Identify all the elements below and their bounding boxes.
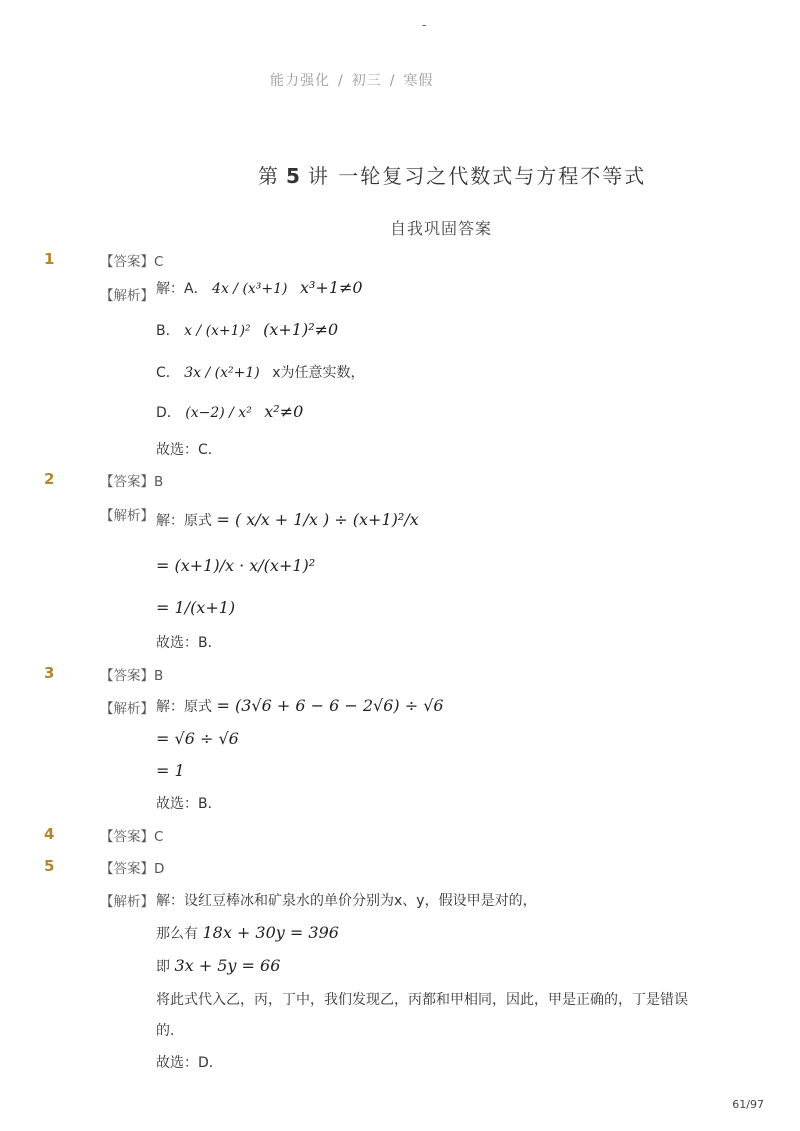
math-expression: = √6 ÷ √6 <box>156 729 239 748</box>
math-expression: 3x / (x²+1) <box>184 365 260 381</box>
answer-label: 【答案】 <box>100 861 154 877</box>
solution-line <box>156 362 364 382</box>
solution-line: 将此式代入乙，丙，丁中，我们发现乙，丙都和甲相同，因此，甲是正确的，丁是错误 <box>156 992 688 1008</box>
line-prefix: 解：原式 <box>156 699 212 715</box>
line-prefix: D． <box>156 405 181 421</box>
math-condition: x²≠0 <box>264 402 304 421</box>
line-prefix: 解：原式 <box>156 513 212 529</box>
solution-line <box>156 402 303 422</box>
answer-row <box>100 825 163 845</box>
question-number: 3 <box>44 664 55 682</box>
analysis-label: 【解析】 <box>100 894 154 910</box>
answer-value: B <box>154 474 164 490</box>
title-prefix: 第 <box>258 164 280 188</box>
solution-line <box>156 320 338 340</box>
math-condition: (x+1)²≠0 <box>263 320 339 339</box>
question-number: 1 <box>44 250 55 268</box>
answer-row <box>100 857 164 877</box>
answer-label: 【答案】 <box>100 254 154 270</box>
analysis-label: 【解析】 <box>100 508 154 524</box>
math-expression: 4x / (x³+1) <box>212 281 288 297</box>
question-number: 2 <box>44 470 55 488</box>
breadcrumb-item: 能力强化 <box>270 73 330 89</box>
solution-line <box>156 278 363 298</box>
solution-line: 的． <box>156 1023 184 1039</box>
breadcrumb <box>270 70 433 90</box>
answer-label: 【答案】 <box>100 829 154 845</box>
answer-row <box>100 664 163 684</box>
math-expression: x / (x+1)² <box>184 323 251 339</box>
math-condition: x³+1≠0 <box>299 278 363 297</box>
solution-line <box>156 729 239 748</box>
answer-row <box>100 470 163 490</box>
solution-line <box>156 761 185 780</box>
solution-line <box>156 923 339 943</box>
math-expression: = (x+1)/x · x/(x+1)² <box>156 556 316 575</box>
page-title <box>258 160 646 189</box>
line-text: 那么有 <box>156 926 198 942</box>
breadcrumb-item: 寒假 <box>403 73 434 89</box>
math-condition: x为任意实数， <box>272 365 365 381</box>
line-text: 即 <box>156 959 170 975</box>
math-expression: 18x + 30y = 396 <box>202 923 339 942</box>
breadcrumb-separator: / <box>389 73 396 89</box>
answer-label: 【答案】 <box>100 474 154 490</box>
analysis-label: 【解析】 <box>100 701 154 717</box>
solution-line <box>156 510 419 530</box>
page-number: 61/97 <box>732 1098 764 1111</box>
math-expression: = (3√6 + 6 − 6 − 2√6) ÷ √6 <box>216 696 444 715</box>
top-mark: - <box>422 18 427 32</box>
solution-line <box>156 598 235 617</box>
answer-value: C <box>154 254 164 270</box>
math-expression: = 1/(x+1) <box>156 598 236 617</box>
math-expression: 3x + 5y = 66 <box>174 956 281 975</box>
answer-value: B <box>154 668 164 684</box>
solution-line: 解：设红豆棒冰和矿泉水的单价分别为x、y，假设甲是对的， <box>156 893 537 909</box>
math-expression: (x−2) / x² <box>185 405 252 421</box>
conclusion: 故选：D． <box>156 1055 223 1071</box>
line-prefix: C． <box>156 365 180 381</box>
answer-row <box>100 250 163 270</box>
answer-value: C <box>154 829 164 845</box>
conclusion: 故选：C． <box>156 442 222 458</box>
question-number: 4 <box>44 825 55 843</box>
title-number: 5 <box>286 164 302 188</box>
solution-line <box>156 696 444 716</box>
title-text: 讲 一轮复习之代数式与方程不等式 <box>307 164 647 188</box>
solution-line <box>156 556 315 575</box>
conclusion: 故选：B． <box>156 635 222 651</box>
solution-line <box>156 956 280 976</box>
math-expression: = ( x/x + 1/x ) ÷ (x+1)²/x <box>216 510 419 529</box>
conclusion: 故选：B． <box>156 796 222 812</box>
line-prefix: 解：A． <box>156 281 208 297</box>
answer-value: D <box>154 861 165 877</box>
analysis-label: 【解析】 <box>100 288 154 304</box>
line-prefix: B． <box>156 323 180 339</box>
math-expression: = 1 <box>156 761 185 780</box>
section-title: 自我巩固答案 <box>390 219 493 238</box>
breadcrumb-separator: / <box>338 73 344 89</box>
breadcrumb-item: 初三 <box>351 73 382 89</box>
question-number: 5 <box>44 857 55 875</box>
answer-label: 【答案】 <box>100 668 154 684</box>
